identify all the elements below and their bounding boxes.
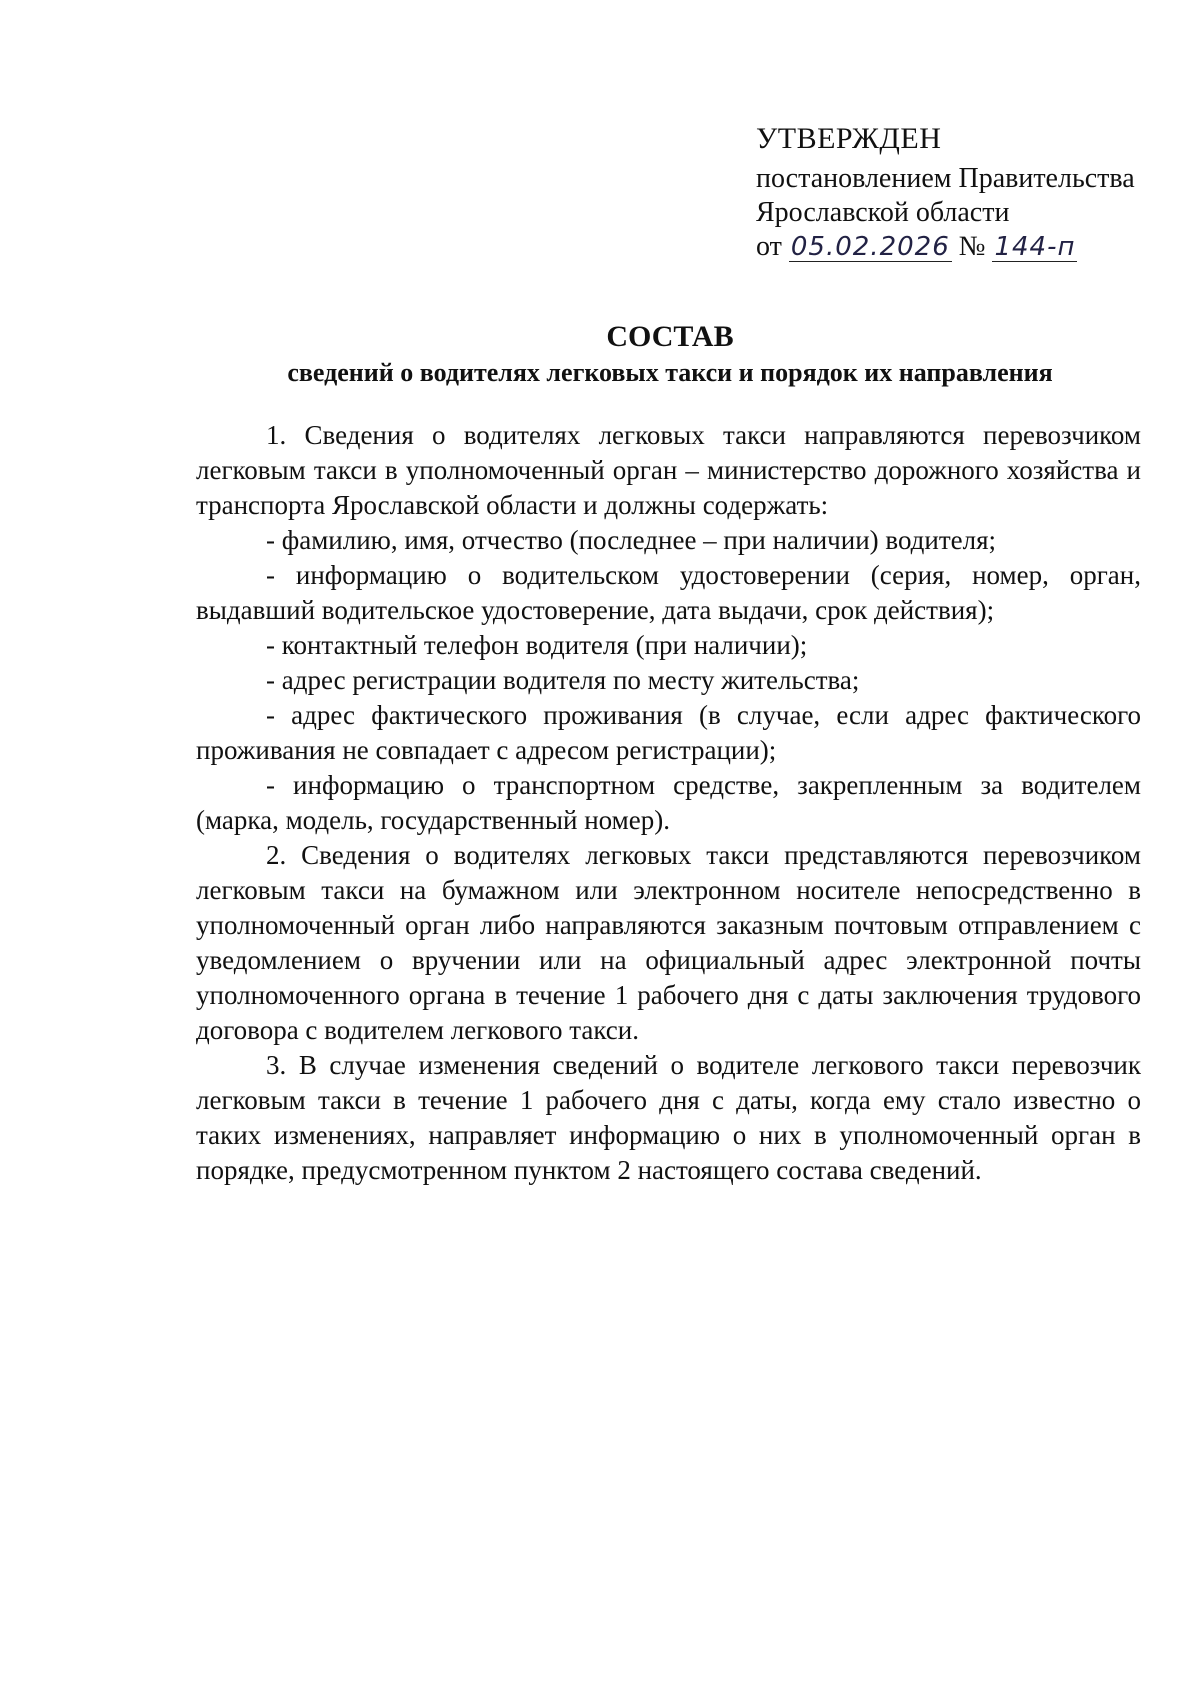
document-body [196, 418, 1141, 1188]
clause-1-item: - контактный телефон водителя (при наличии); [266, 630, 808, 660]
approval-line-1: постановлением Правительства [756, 163, 1135, 194]
clause-1-intro: 1. Сведения о водителях легковых такси направляются перевозчиком легковым такси в уполномоченный орган – министерство дорожного хозяйства и транспорта Ярославской области и должны содержать: [196, 420, 1141, 520]
approval-date-number-line [756, 230, 1156, 264]
clause-1-item: - фамилию, имя, отчество (последнее – при наличии) водителя; [266, 525, 997, 555]
document-title: СОСТАВ [606, 320, 734, 353]
document-subtitle: сведений о водителях легковых такси и порядок их направления [287, 358, 1053, 387]
approval-line-2: Ярославской области [756, 197, 1010, 228]
clause-1-item: - адрес фактического проживания (в случае, если адрес фактического проживания не совпадает с адресом регистрации); [196, 700, 1141, 765]
clause-1-item: - информацию о транспортном средстве, закрепленным за водителем (марка, модель, государственный номер). [196, 770, 1141, 835]
number-label: № [958, 231, 986, 262]
approval-stamp [756, 122, 1156, 264]
approved-heading: УТВЕРЖДЕН [756, 122, 942, 155]
clause-3: 3. В случае изменения сведений о водителе легкового такси перевозчик легковым такси в течение 1 рабочего дня с даты, когда ему стало известно о таких изменениях, направляет информацию о них в уполномоченный орган в порядке, предусмотренном пунктом 2 настоящего состава сведений. [196, 1050, 1141, 1185]
handwritten-number: 144-п [994, 232, 1076, 262]
clause-2: 2. Сведения о водителях легковых такси представляются перевозчиком легковым такси на бумажном или электронном носителе непосредственно в уполномоченный орган либо направляются заказным почтовым отправлением с уведомлением о вручении или на официальный адрес электронной почты уполномоченного органа в течение 1 рабочего дня с даты заключения трудового договора с водителем легкового такси. [196, 840, 1141, 1045]
clause-1-item: - информацию о водительском удостоверении (серия, номер, орган, выдавший водительское удостоверение, дата выдачи, срок действия); [196, 560, 1141, 625]
from-label: от [756, 231, 782, 262]
handwritten-date: 05.02.2026 [790, 232, 950, 262]
clause-1-item: - адрес регистрации водителя по месту жительства; [266, 665, 860, 695]
